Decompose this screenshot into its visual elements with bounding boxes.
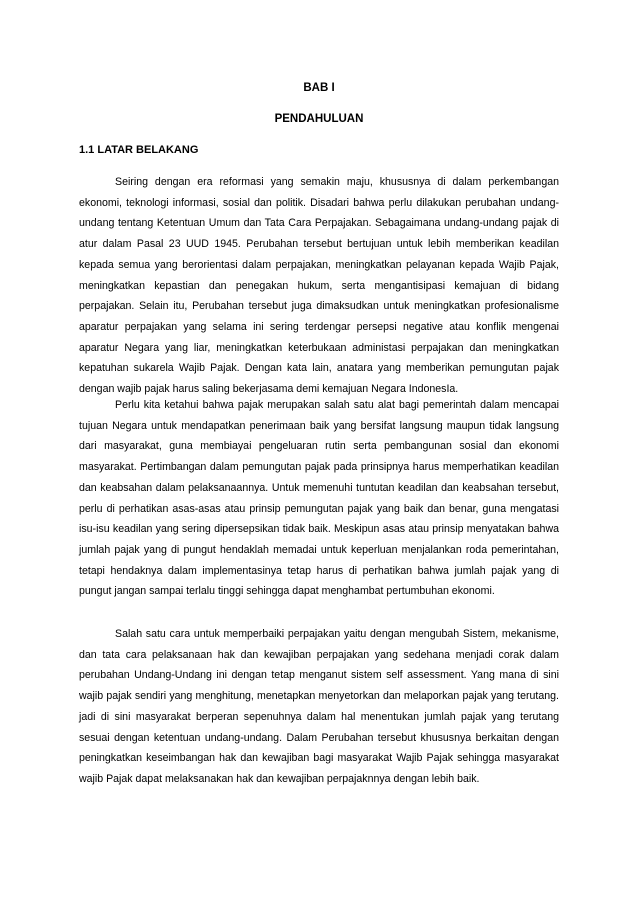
body-paragraph: Perlu kita ketahui bahwa pajak merupakan salah satu alat bagi pemerintah dalam mencapai tujuan Negara untuk mendapatkan penerimaan baik yang bersifat langsung maupun tidak langsung dari masyarakat, guna membiayai pengeluaran rutin serta pembangunan sosial dan ekonomi masyarakat. Pertimbangan dalam pemungutan pajak pada prinsipnya harus memperhatikan keadilan dan keabsahan dalam pelaksanaannya. Untuk memenuhi tuntutan keadilan dan keabsahan tersebut, perlu di perhatikan asas-asas atau prinsip pemungutan pajak yang baik dan benar, guna mengatasi isu-isu keadilan yang sering dipersepsikan tidak baik. Meskipun asas atau prinsip menyatakan bahwa jumlah pajak yang di pungut hendaklah memadai untuk keperluan menjalankan roda pemerintahan, tetapi hendaknya dalam implementasinya tetap harus di perhatikan bahwa jumlah pajak yang di pungut jangan sampai terlalu tinggi sehingga dapat menghambat pertumbuhan ekonomi.: [79, 399, 559, 598]
body-paragraph: Salah satu cara untuk memperbaiki perpajakan yaitu dengan mengubah Sistem, mekanisme, dan tata cara pelaksanaan hak dan kewajiban perpajakan yang sedehana menjadi corak dalam perubahan Undang-Undang ini dengan tetap menganut sistem self assessment. Yang mana di sini wajib pajak sendiri yang menghitung, menetapkan menyetorkan dan melaporkan pajak yang terutang. jadi di sini masyarakat berperan sepenuhnya dalam hal menentukan jumlah pajak yang terutang sesuai dengan ketentuan undang-undang. Dalam Perubahan tersebut khususnya berkaitan dengan peningkatkan keseimbangan hak dan kewajiban bagi masyarakat Wajib Pajak sehingga masyarakat wajib Pajak dapat melaksanakan hak dan kewajiban perpajaknnya dengan lebih baik.: [79, 628, 559, 785]
body-paragraph: Seiring dengan era reformasi yang semakin maju, khususnya di dalam perkembangan ekonomi, teknologi informasi, sosial dan politik. Disadari bahwa perlu dilakukan perubahan undang-undang tentang Ketentuan Umum dan Tata Cara Perpajakan. Sebagaimana undang-undang pajak di atur dalam Pasal 23 UUD 1945. Perubahan tersebut bertujuan untuk lebih memberikan keadilan kepada semua yang berorientasi dalam perpajakan, meningkatkan pelayanan kepada Wajib Pajak, meningkatkan kepastian dan penegakan hukum, serta mengantisipasi kemajuan di bidang perpajakan. Selain itu, Perubahan tersebut juga dimaksudkan untuk meningkatkan profesionalisme aparatur perpajakan yang selama ini sering terdengar persepsi negative atau konflik mengenai aparatur Negara yang liar, meningkatkan keterbukaan administasi perpajakan dan meningkatkan kepatuhan sukarela Wajib Pajak. Dengan kata lain, anatara yang memberikan pemungutan pajak dengan wajib pajak harus saling bekerjasama demi kemajuan Negara IndonesIa.: [79, 176, 559, 396]
chapter-title: PENDAHULUAN: [274, 113, 364, 125]
chapter-number: BAB I: [303, 82, 335, 94]
section-heading: 1.1 LATAR BELAKANG: [79, 144, 199, 156]
